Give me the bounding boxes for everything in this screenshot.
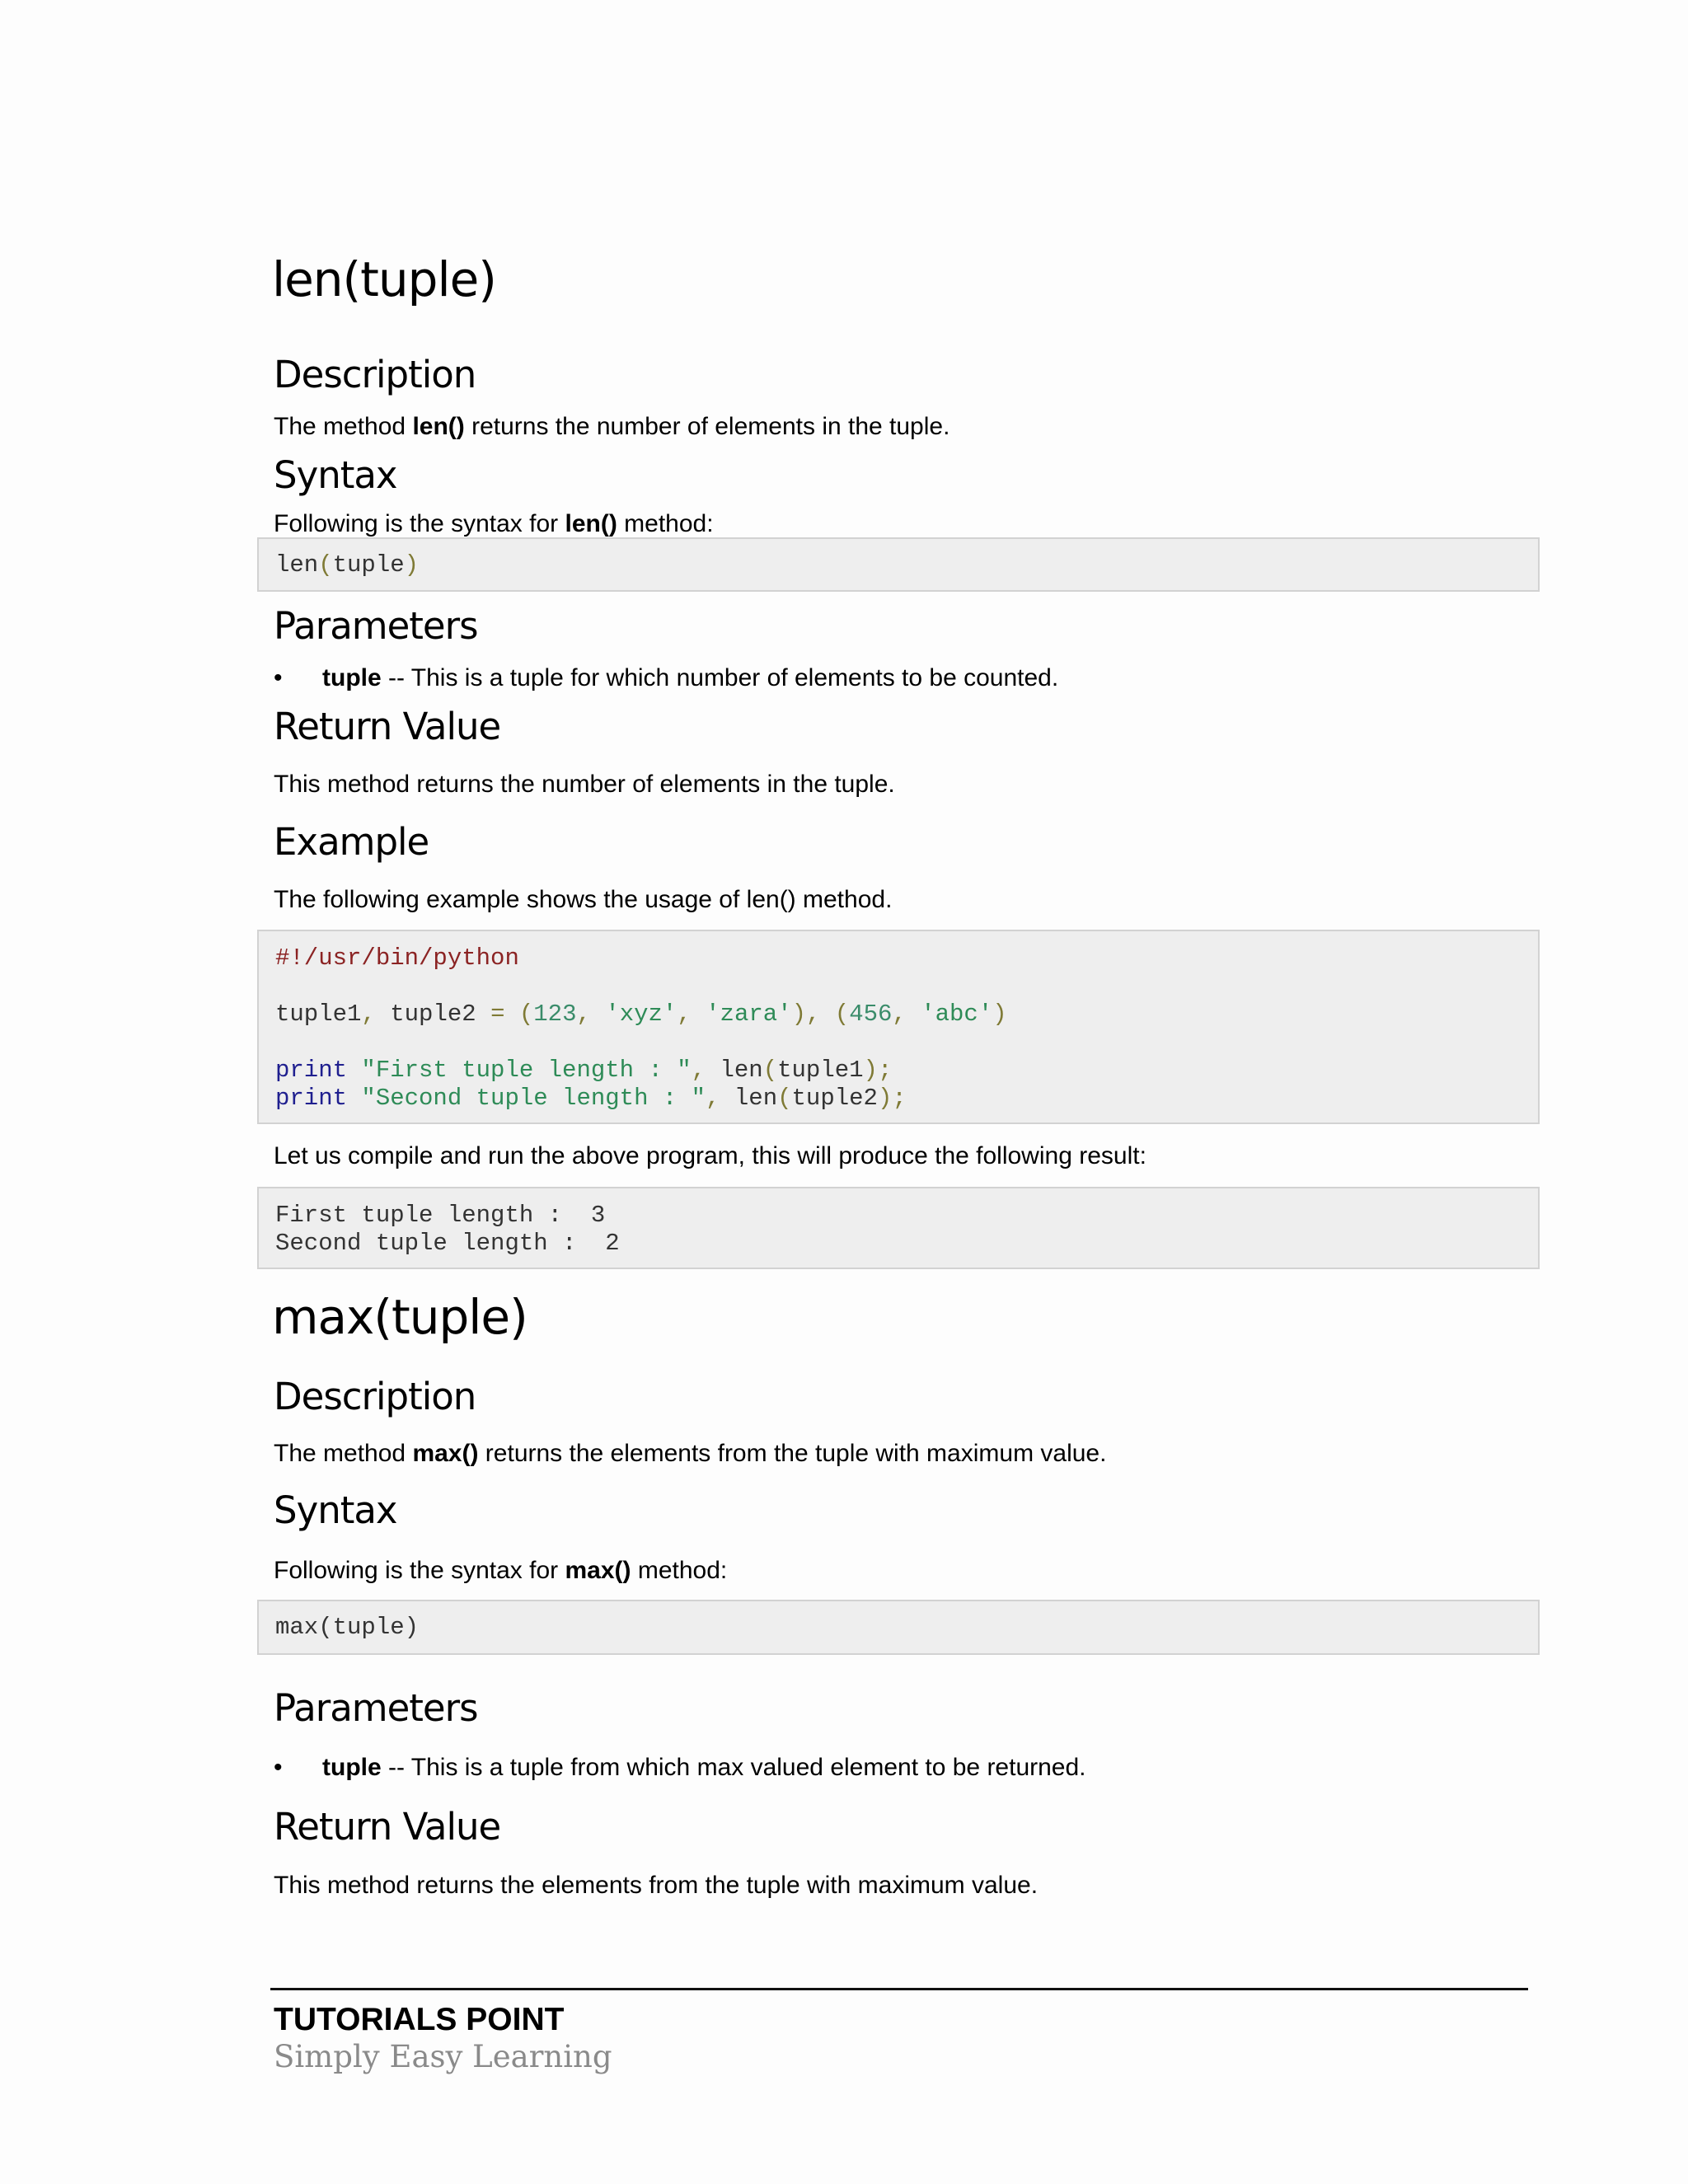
footer-brand: TUTORIALS POINT xyxy=(274,2002,565,2037)
syntax-code-block xyxy=(257,1600,1540,1655)
return-value-text: This method returns the number of elements in the tuple. xyxy=(274,771,895,798)
syntax-code-block xyxy=(257,537,1540,592)
result-intro: Let us compile and run the above program, this will produce the following result: xyxy=(274,1142,1146,1169)
footer-rule xyxy=(270,1988,1528,1990)
return-value-heading: Return Value xyxy=(274,1805,501,1849)
footer-tagline: Simply Easy Learning xyxy=(274,2039,612,2074)
return-value-text: This method returns the elements from the tuple with maximum value. xyxy=(274,1872,1039,1899)
description-heading: Description xyxy=(274,1375,476,1418)
return-value-heading: Return Value xyxy=(274,705,501,748)
example-code-block xyxy=(257,930,1540,1124)
syntax-code: len(tuple) xyxy=(275,551,420,579)
code-line-assignment: tuple1, tuple2 = (123, 'xyz', 'zara'), (456, 'abc') xyxy=(275,1001,1007,1028)
description-text: The method max() returns the elements from the tuple with maximum value. xyxy=(274,1440,1107,1467)
syntax-intro: Following is the syntax for len() method: xyxy=(274,510,714,537)
output-line: First tuple length : 3 xyxy=(275,1202,606,1229)
parameter-item: tuple -- This is a tuple from which max valued element to be returned. xyxy=(322,1754,1086,1781)
parameters-heading: Parameters xyxy=(274,604,478,648)
parameters-heading: Parameters xyxy=(274,1686,478,1730)
description-heading: Description xyxy=(274,353,476,396)
code-line-shebang: #!/usr/bin/python xyxy=(275,944,519,972)
bullet-dot: • xyxy=(274,664,283,691)
code-line-print-second: print "Second tuple length : ", len(tuple2); xyxy=(275,1085,907,1112)
code-line-print-first: print "First tuple length : ", len(tuple1); xyxy=(275,1057,893,1084)
example-heading: Example xyxy=(274,820,429,864)
section-title-len: len(tuple) xyxy=(272,251,496,307)
syntax-heading: Syntax xyxy=(274,1488,397,1532)
output-line: Second tuple length : 2 xyxy=(275,1230,620,1257)
syntax-intro: Following is the syntax for max() method: xyxy=(274,1557,728,1584)
bullet-dot: • xyxy=(274,1754,283,1781)
result-output xyxy=(275,1202,620,1258)
result-output-block xyxy=(257,1187,1540,1269)
example-intro: The following example shows the usage of len() method. xyxy=(274,886,893,913)
section-title-max: max(tuple) xyxy=(272,1289,528,1345)
example-code xyxy=(275,944,1007,1113)
description-text: The method len() returns the number of elements in the tuple. xyxy=(274,413,950,440)
parameter-item: tuple -- This is a tuple for which number of elements to be counted. xyxy=(322,664,1059,691)
syntax-heading: Syntax xyxy=(274,453,397,497)
syntax-code: max(tuple) xyxy=(275,1614,420,1641)
